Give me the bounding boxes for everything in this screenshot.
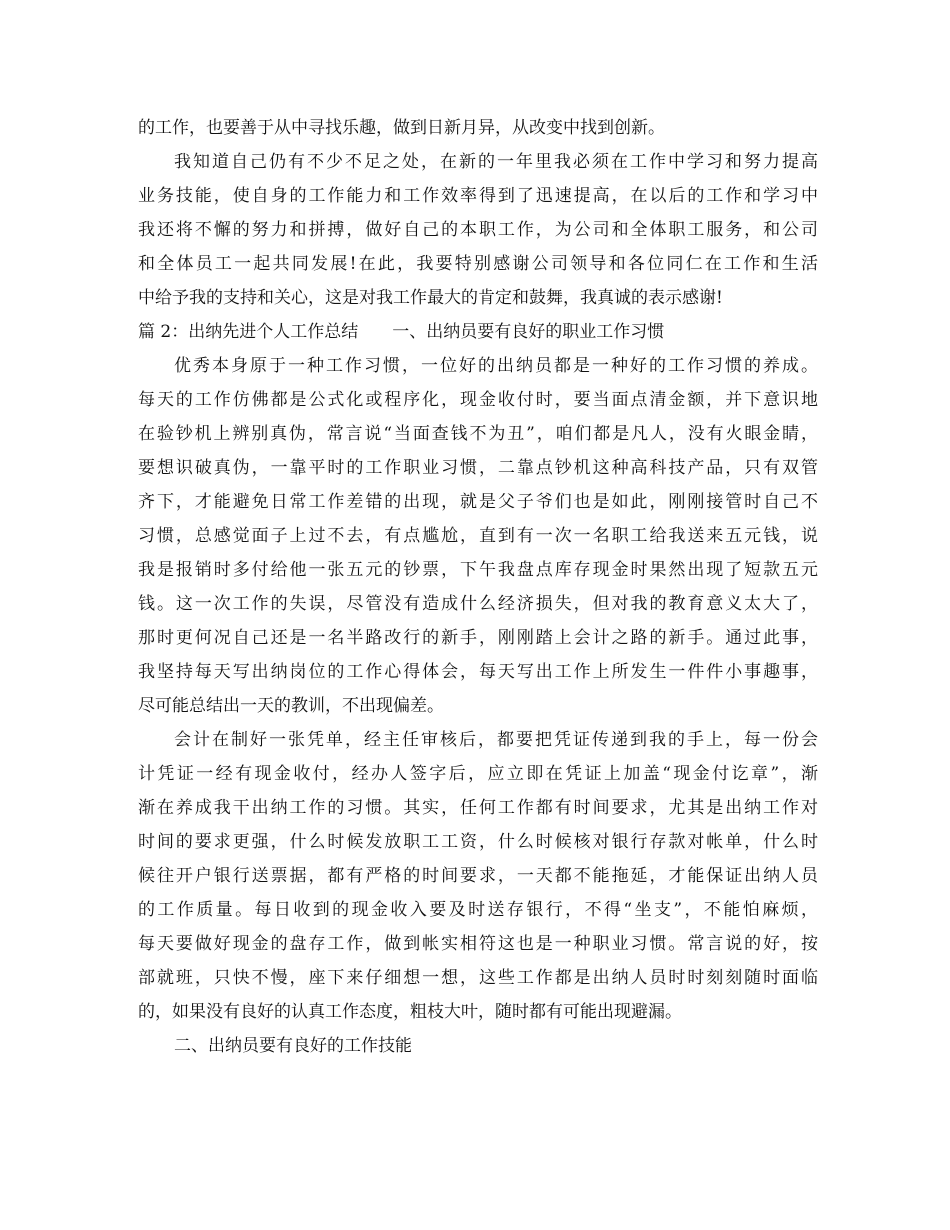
text-line: 部就班，只快不慢，座下来仔细想一想，这些工作都是出纳人员时时刻刻随时面临 (138, 968, 818, 988)
text-line: 尽可能总结出一天的教训，不出现偏差。 (138, 696, 444, 716)
subsection-heading-line: 二、出纳员要有良好的工作技能 (174, 1036, 412, 1056)
text-line: 我是报销时多付给他一张五元的钞票，下午我盘点库存现金时果然出现了短款五元 (138, 560, 818, 580)
text-line: 在验钞机上辨别真伪，常言说“当面查钱不为丑”，咱们都是凡人，没有火眼金睛， (138, 424, 818, 444)
text-line: 齐下，才能避免日常工作差错的出现，就是父子爷们也是如此，刚刚接管时自己不 (138, 492, 818, 512)
text-line: 钱。这一次工作的失误，尽管没有造成什么经济损失，但对我的教育意义太大了， (138, 594, 818, 614)
text-line: 的工作质量。每日收到的现金收入要及时送存银行，不得“坐支”，不能怕麻烦， (138, 900, 818, 920)
text-line: 候往开户银行送票据，都有严格的时间要求，一天都不能拖延，才能保证出纳人员 (138, 866, 818, 886)
text-line: 和全体员工一起共同发展!在此，我要特别感谢公司领导和各位同仁在工作和生活 (138, 254, 818, 274)
text-line: 渐在养成我干出纳工作的习惯。其实，任何工作都有时间要求，尤其是出纳工作对 (138, 798, 818, 818)
text-line: 的工作，也要善于从中寻找乐趣，做到日新月异，从改变中找到创新。 (138, 118, 665, 138)
paragraph-start-line: 会计在制好一张凭单，经主任审核后，都要把凭证传递到我的手上，每一份会 (174, 730, 818, 750)
text-line: 计凭证一经有现金收付，经办人签字后，应立即在凭证上加盖“现金付讫章”，渐 (138, 764, 818, 784)
text-line: 的，如果没有良好的认真工作态度，粗枝大叶，随时都有可能出现避漏。 (138, 1002, 682, 1022)
text-line: 那时更何况自己还是一名半路改行的新手，刚刚踏上会计之路的新手。通过此事， (138, 628, 818, 648)
text-line: 习惯，总感觉面子上过不去，有点尴尬，直到有一次一名职工给我送来五元钱，说 (138, 526, 818, 546)
text-line: 我还将不懈的努力和拼搏，做好自己的本职工作，为公司和全体职工服务，和公司 (138, 220, 818, 240)
text-line: 每天的工作仿佛都是公式化或程序化，现金收付时，要当面点清金额，并下意识地 (138, 390, 818, 410)
paragraph-start-line: 优秀本身原于一种工作习惯，一位好的出纳员都是一种好的工作习惯的养成。 (174, 356, 818, 376)
text-line: 业务技能，使自身的工作能力和工作效率得到了迅速提高，在以后的工作和学习中 (138, 186, 818, 206)
paragraph-start-line: 我知道自己仍有不少不足之处，在新的一年里我必须在工作中学习和努力提高 (174, 152, 818, 172)
text-line: 时间的要求更强，什么时候发放职工工资，什么时候核对银行存款对帐单，什么时 (138, 832, 818, 852)
section-heading-line: 篇 2：出纳先进个人工作总结 一、出纳员要有良好的职业工作习惯 (138, 322, 665, 342)
text-line: 我坚持每天写出纳岗位的工作心得体会，每天写出工作上所发生一件件小事趣事， (138, 662, 818, 682)
text-line: 每天要做好现金的盘存工作，做到帐实相符这也是一种职业习惯。常言说的好，按 (138, 934, 818, 954)
text-line: 要想识破真伪，一靠平时的工作职业习惯，二靠点钞机这种高科技产品，只有双管 (138, 458, 818, 478)
text-line: 中给予我的支持和关心，这是对我工作最大的肯定和鼓舞，我真诚的表示感谢! (138, 288, 723, 308)
